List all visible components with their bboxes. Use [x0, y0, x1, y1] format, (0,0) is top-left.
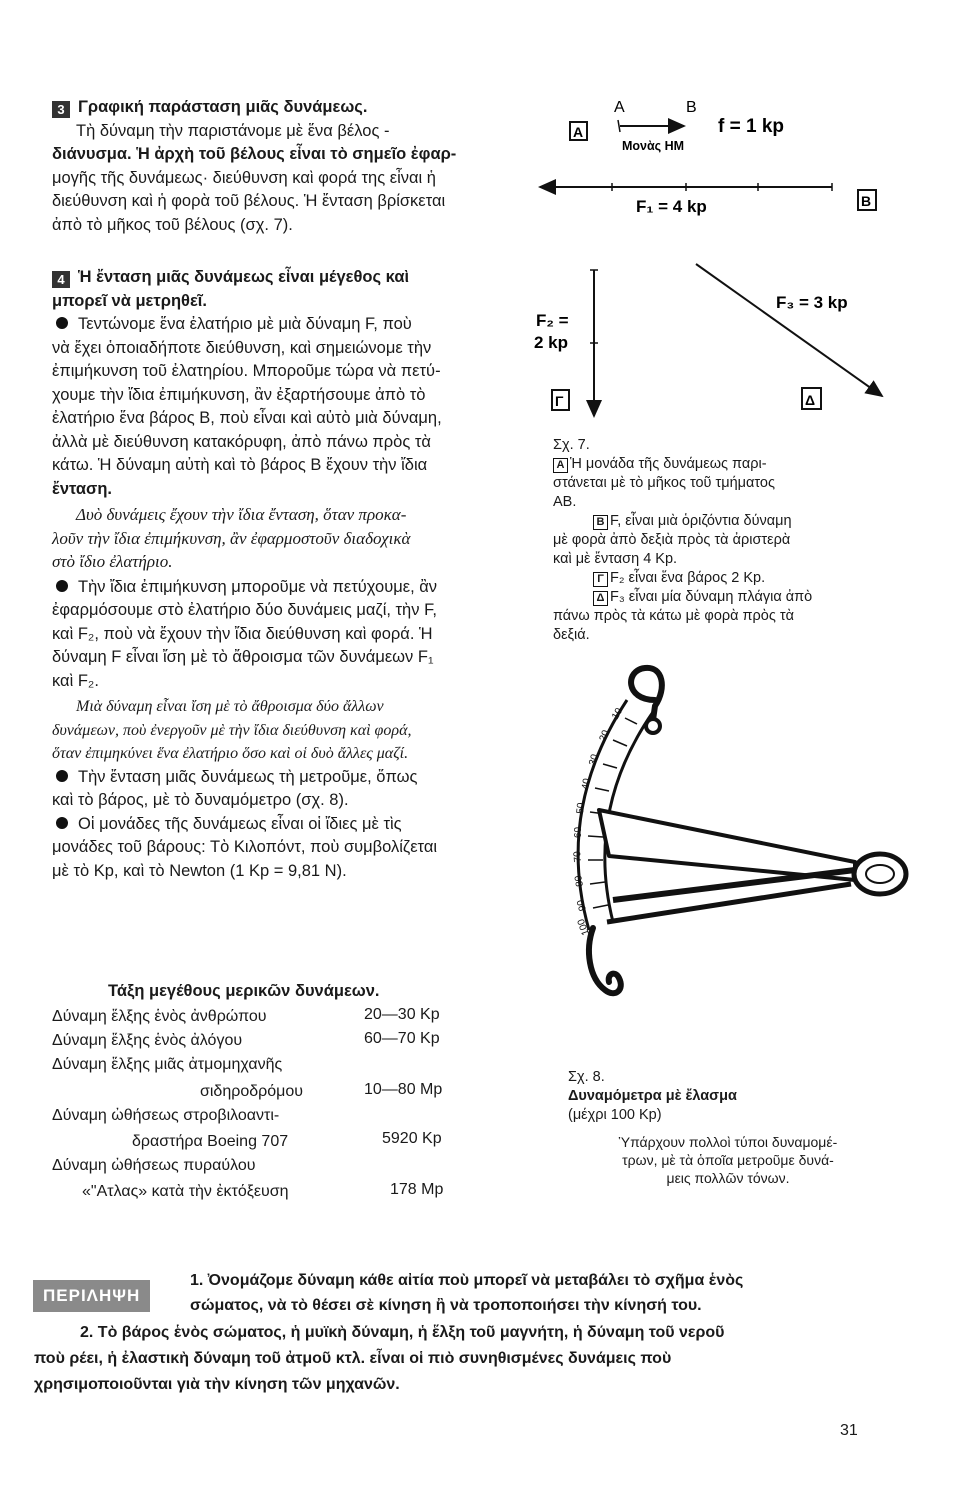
scale-label: 30 — [587, 753, 601, 767]
f3-arrow — [696, 264, 882, 396]
table-value: 60—70 Kp — [364, 1030, 440, 1047]
table-row: Δύναμη ἕλξης ἑνὸς ἀλόγου — [52, 1032, 243, 1049]
table-value: 10—80 Mp — [364, 1081, 443, 1098]
label-f2: F₂ = — [536, 311, 569, 330]
figure-8-caption: Σχ. 8. Δυναμόμετρα μὲ ἔλασμα (μέχρι 100 Kp) — [568, 1069, 737, 1123]
label-unit: Μονὰς ΗΜ — [622, 139, 685, 153]
bullet-icon — [56, 317, 68, 329]
summary-line: χρησιμοποιοῦνται γιὰ τὴν κίνηση τῶν μηχανῶν. — [34, 1376, 400, 1393]
box-label: A — [553, 458, 568, 473]
bullet-icon — [56, 817, 68, 829]
label-f: f = 1 kp — [718, 116, 784, 137]
table-row: δραστήρα Boeing 707 — [132, 1133, 289, 1150]
label-b: B — [686, 99, 697, 116]
figure-7-caption: Σχ. 7. A Ἡ μονάδα τῆς δυνάμεως παρι- στάνεται μὲ τὸ μῆκος τοῦ τμήματος AB. B F, εἶναι μιὰ ὁριζόντια δύναμη μὲ φορὰ ἀπὸ δεξιὰ πρὸς τὰ ἀριστερὰ καὶ μὲ ἔνταση 4 Kp. Γ F₂ εἶναι ἕνα βάρος 2 Kp. Δ F₃ εἶναι μία δύναμη πλάγια ἀπὸ πάνω πρὸς τὰ κάτω μὲ φορὰ πρὸς τὰ δεξιά. — [553, 437, 813, 643]
section-3 — [52, 96, 532, 237]
scale-label: 70 — [572, 850, 584, 863]
table-row: Δύναμη ὠθήσεως πυραύλου — [52, 1157, 256, 1174]
table-row: σιδηροδρόμου — [200, 1083, 304, 1100]
summary-line: σώματος, νὰ τὸ θέσει σὲ κίνηση ἢ νὰ τροποποιήσει τὴν κίνησή του. — [190, 1297, 702, 1314]
svg-text:A: A — [573, 124, 584, 140]
table-row: Δύναμη ἕλξης μιᾶς ἀτμομηχανῆς — [52, 1056, 283, 1073]
scale-label: 10 — [610, 706, 626, 722]
summary-line: 1. Ὀνομάζομε δύναμη κάθε αἰτία ποὺ μπορεῖ νὰ μεταβάλει τὸ σχῆμα ἑνὸς — [190, 1272, 744, 1289]
svg-text:B: B — [861, 193, 872, 209]
paragraph: Τεντώνομε ἕνα ἐλατήριο μὲ μιὰ δύναμη F, ποὺ νὰ ἔχει ὁποιαδήποτε διεύθυνση, καὶ σημειώνομε τὴν ἐπιμήκυνση τοῦ ἐλατηρίου. Μποροῦμε τώρα νὰ πετύ- χουμε τὴν ἴδια ἐπιμήκυνση, ἂν ἐξαρτήσουμε ἀπὸ τὸ ἐλατήριο ἕνα βάρος B, ποὺ εἶναι καὶ αὐτὸ μιὰ δύναμη, ἀλλὰ μὲ διεύθυνση κατακόρυφη, ἀπὸ πάνω πρὸς τὰ κάτω. Ἡ δύναμη αὐτὴ καὶ τὸ βάρος B ἔχουν τὴν ἴδια ἔνταση. — [52, 315, 442, 498]
section-4 — [52, 266, 532, 883]
bottom-hook-icon — [589, 928, 621, 993]
box-label: Γ — [593, 572, 608, 587]
scale-label: 40 — [580, 777, 593, 791]
scale-label: 50 — [575, 802, 587, 815]
scale-label: 20 — [597, 728, 612, 744]
paragraph: Τὴν ἔνταση μιᾶς δυνάμεως τὴ μετροῦμε, ὅπως καὶ τὸ βάρος, μὲ τὸ δυναμόμετρο (σχ. 8). — [52, 767, 418, 809]
summary-line: 2. Τὸ βάρος ἑνὸς σώματος, ἡ μυϊκὴ δύναμη, ἡ ἕλξη τοῦ μαγνήτη, ἡ δύναμη τοῦ νεροῦ — [80, 1324, 725, 1341]
label-f3: F₃ = 3 kp — [776, 293, 848, 312]
svg-text:Γ: Γ — [555, 393, 564, 409]
table-row: «"Ατλας» κατὰ τὴν ἐκτόξευση — [82, 1183, 289, 1200]
scale-label: 80 — [573, 874, 586, 888]
top-hook-icon — [631, 668, 662, 720]
section-4-heading-line2: μπορεῖ νὰ μετρηθεῖ. — [52, 291, 207, 310]
table-row: Δύναμη ἕλξης ἑνὸς ἀνθρώπου — [52, 1008, 267, 1025]
section-number: 3 — [52, 101, 70, 118]
figure-8-note: Ὑπάρχουν πολλοὶ τύποι δυναμομέ- τρων, μὲ τὰ ὁποῖα μετροῦμε δυνά- μεις πολλῶν τόνων. — [618, 1134, 838, 1186]
section-3-heading: 3 Γραφική παράσταση μιᾶς δυνάμεως. — [52, 96, 532, 120]
section-number: 4 — [52, 271, 70, 288]
italic-rule: Δυὸ δυνάμεις ἔχουν τὴν ἴδια ἔνταση, ὅταν προκα- λοῦν τὴν ἴδια ἐπιμήκυνση, ἂν ἐφαρμοστοῦν διαδοχικὰ στὸ ἴδιο ἐλατήριο. — [52, 505, 411, 571]
table-value: 20—30 Kp — [364, 1006, 440, 1023]
box-label: B — [593, 515, 608, 530]
scale-label: 100 — [575, 917, 592, 937]
scale-label: 60 — [573, 826, 584, 838]
table-row: Δύναμη ὠθήσεως στροβιλοαντι- — [52, 1107, 280, 1124]
page-number: 31 — [840, 1422, 858, 1439]
label-a: A — [614, 99, 625, 116]
text-line: διάνυσμα. Ἡ ἀρχὴ τοῦ βέλους εἶναι τὸ σημεῖο ἐφαρ- — [52, 145, 457, 163]
summary-line: ποὺ ρέει, ἡ ἐλαστικὴ δύναμη τοῦ ἀτμοῦ κτλ. εἶναι οἱ πιὸ συνηθισμένες δυνάμεις ποὺ — [34, 1350, 672, 1367]
bullet-icon — [56, 770, 68, 782]
scale-label: 90 — [575, 898, 589, 913]
summary-badge: ΠΕΡΙΛΗΨΗ — [33, 1280, 150, 1312]
figure-8-dynamometer — [555, 660, 935, 1040]
label-f2-value: 2 kp — [534, 333, 569, 352]
text-line: ἀπὸ τὸ μῆκος τοῦ βέλους (σχ. 7). — [52, 215, 293, 234]
table-value: 5920 Kp — [382, 1130, 442, 1147]
label-f1: F₁ = 4 kp — [636, 197, 707, 216]
figure-7 — [530, 90, 950, 430]
text-line: Τὴ δύναμη τὴν παριστάνομε μὲ ἕνα βέλος - — [76, 121, 390, 140]
paragraph: Οἱ μονάδες τῆς δυνάμεως εἶναι οἱ ἴδιες μὲ τὶς μονάδες τοῦ βάρους: Τὸ Κιλοπόντ, ποὺ συμβολίζεται μὲ τὸ Kp, καὶ τὸ Newton (1 Kp = 9,81 N). — [52, 814, 438, 880]
table-title: Τάξη μεγέθους μερικῶν δυνάμεων. — [108, 982, 380, 1000]
svg-text:Δ: Δ — [805, 392, 816, 408]
text-line: διεύθυνση καὶ ἡ φορὰ τοῦ βέλους. Ἡ ἔνταση βρίσκεται — [52, 192, 446, 210]
text-line: μογῆς τῆς δυνάμεως· διεύθυνση καὶ φορά της εἶναι ἡ — [52, 168, 436, 187]
box-label: Δ — [593, 591, 608, 606]
table-value: 178 Mp — [390, 1181, 444, 1198]
paragraph: Τὴν ἴδια ἐπιμήκυνση μποροῦμε νὰ πετύχουμε, ἂν ἐφαρμόσουμε στὸ ἐλατήριο δύο δυνάμεις μαζί, τὴν F, καὶ F₂, ποὺ νὰ ἔχουν τὴν ἴδια διεύθυνση καὶ φορά. Ἡ δύναμη F εἶναι ἴση μὲ τὸ ἄθροισμα τῶν δυνάμεων F₁ καὶ F₂. — [52, 577, 438, 690]
italic-rule: Μιὰ δύναμη εἶναι ἴση μὲ τὸ ἄθροισμα δύο ἄλλων δυνάμεων, ποὺ ἐνεργοῦν μὲ τὴν ἴδια διεύθυνση καὶ φορά, ὅταν ἐπιμηκύνει ἕνα ἐλατήριο ὅσο καὶ οἱ δυὸ ἄλλες μαζί. — [52, 698, 412, 762]
section-4-heading: 4 Ἡ ἔνταση μιᾶς δυνάμεως εἶναι μέγεθος καὶ — [52, 266, 532, 290]
bullet-icon — [56, 580, 68, 592]
